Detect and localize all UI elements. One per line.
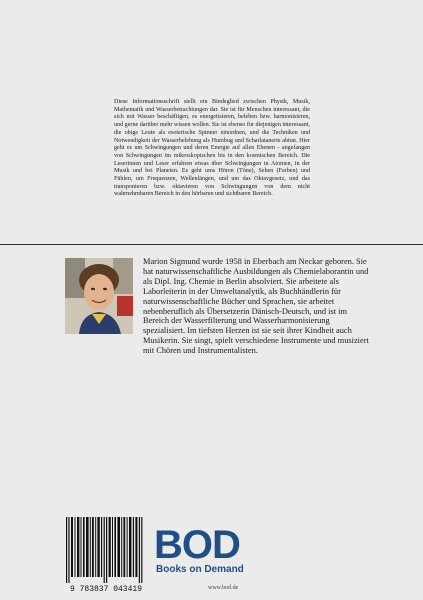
isbn-number: 9 783837 043419 xyxy=(69,585,143,594)
logo-tagline: Books on Demand xyxy=(156,564,244,575)
isbn-barcode xyxy=(60,515,152,595)
divider-line xyxy=(0,244,423,245)
book-description: Diese Informationsschrift stellt ein Bindeglied zwischen Physik, Musik, Mathematik und Wasserbetrachtungen dar. Sie ist für Menschen interessant, die sich mit Wasser beschäftigen, es energetisieren, beleben bzw. harmonisieren, und gerne darüber mehr wissen wollen. Sie ist ebenso für diejenigen interessant, die obige Leute als esoterische Spinner einordnen, und die Techniken und Notwendigkeit der Wasserbelebung als Humbug und Scharlatanerie abtun. Hier geht es um Schwingungen und deren Energie auf allen Ebenen - angefangen von Schwingungen im mikroskopischen bis in den kosmischen Bereich. Die Leserinnen und Leser erfahren etwas über Schwingungen in Atomen, in der Musik und bei Planeten. Es geht ums Hören (Töne), Sehen (Farben) und Fühlen, um Frequenzen, Wellenlängen, und um das Oktavgesetz, und das transponieren bzw. oktavieren von Schwingungen von dem nicht wahrnehmbaren Bereich in den hörbaren und sichtbaren Bereich. xyxy=(114,99,310,198)
logo-wordmark: BOD xyxy=(154,523,240,567)
author-portrait-image xyxy=(65,258,133,334)
author-photo xyxy=(65,258,133,334)
publisher-url: www.bod.de xyxy=(208,585,239,591)
books-on-demand-logo xyxy=(152,520,262,580)
author-biography: Marion Sigmund wurde 1958 in Eberbach am Neckar geboren. Sie hat naturwissenschaftliche Ausbildungen als Chemielaborantin und als Dipl. Ing. Chemie in Berlin absolviert. Sie arbeitete als Laborleiterin in der Umweltanalytik, als Buchhändlerin für naturwissenschaftliche Bücher und Sprachen, sie arbeitet nebenberuflich als Übersetzerin Dänisch-Deutsch, und ist im Bereich der Wasserfilterung und Wasserharmonisierung spezialisiert. Im tiefsten Herzen ist sie seit ihrer Kindheit auch Musikerin. Sie singt, spielt verschiedene Instrumente und musiziert mit Chören und Instrumentalisten. xyxy=(143,257,369,356)
barcode-graphic xyxy=(60,515,152,595)
bod-logo xyxy=(152,520,262,580)
